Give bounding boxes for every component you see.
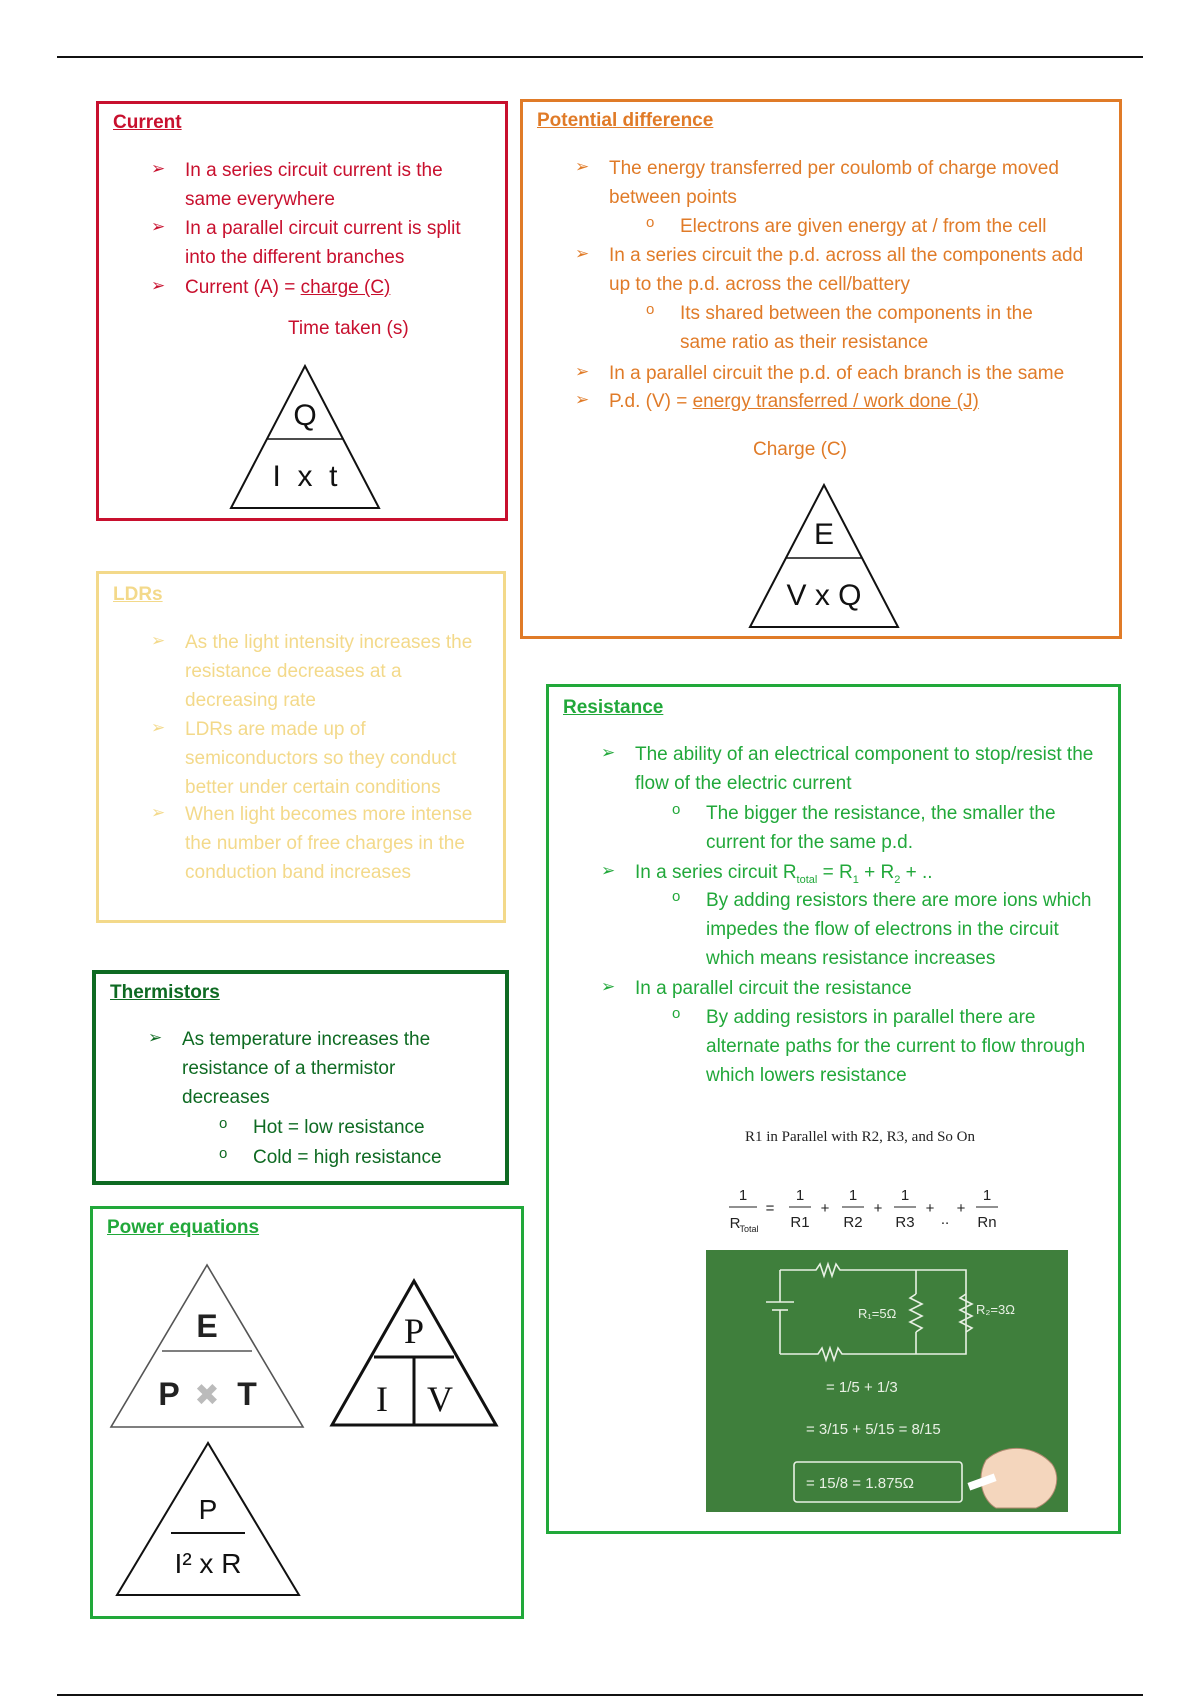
formula-numerator: 1 <box>982 1187 992 1204</box>
circle-bullet-icon: o <box>672 1005 681 1022</box>
top-rule <box>57 56 1143 58</box>
pd-sub-1: Electrons are given energy at / from the cell <box>680 216 1047 237</box>
formula-plus: + <box>820 1200 830 1217</box>
pd-title: Potential difference <box>537 110 714 131</box>
resistance-sub-2: By adding resistors there are more ions which impedes the flow of electrons in the circuit which means resistance increases <box>706 890 1092 969</box>
series-formula-sub: total <box>796 873 818 886</box>
current-formula-numerator: charge (C) <box>300 277 391 298</box>
power-triangle-energy-left: P <box>158 1376 180 1412</box>
arrow-bullet-icon: ➢ <box>601 743 616 762</box>
board-line-1: = 1/5 + 1/3 <box>826 1379 898 1396</box>
circle-bullet-icon: o <box>672 801 681 818</box>
series-formula-text: = R <box>817 862 853 883</box>
formula-r2: R2 <box>843 1214 863 1231</box>
formula-plus: + <box>873 1200 883 1217</box>
power-triangle-piv-left: I <box>376 1379 388 1419</box>
pd-triangle <box>746 481 902 631</box>
parallel-formula-caption: R1 in Parallel with R2, R3, and So On <box>745 1129 975 1145</box>
series-formula-text: In a series circuit R <box>635 862 797 883</box>
series-formula-text: + .. <box>900 862 933 883</box>
board-line-2: = 3/15 + 5/15 = 8/15 <box>806 1421 941 1438</box>
pd-bullet-1: The energy transferred per coulomb of charge moved between points <box>609 158 1059 208</box>
thermistor-bullet-1: As temperature increases the resistance of a thermistor decreases <box>182 1029 431 1108</box>
chalkboard-image <box>706 1250 1068 1512</box>
current-formula-denominator: Time taken (s) <box>288 318 409 339</box>
formula-rtotal-sub: Total <box>739 1224 759 1234</box>
power-triangle-i2r-bottom: I² x R <box>174 1548 242 1579</box>
thermistor-sub-2: Cold = high resistance <box>253 1147 442 1168</box>
current-bullet-1: In a series circuit current is the same everywhere <box>185 160 443 210</box>
arrow-bullet-icon: ➢ <box>151 631 166 650</box>
pd-formula-numerator: energy transferred / work done (J) <box>692 391 979 412</box>
board-r1-label: R₁=5Ω <box>858 1306 897 1321</box>
formula-rtotal: R <box>729 1215 741 1232</box>
series-formula-text: + R <box>858 862 895 883</box>
power-triangle-piv <box>328 1277 500 1429</box>
formula-numerator: 1 <box>848 1187 858 1204</box>
current-box <box>96 101 508 521</box>
resistance-box <box>546 684 1121 1534</box>
arrow-bullet-icon: ➢ <box>601 861 616 880</box>
power-triangle-piv-top: P <box>403 1311 425 1351</box>
arrow-bullet-icon: ➢ <box>575 390 590 409</box>
circle-bullet-icon: o <box>646 214 655 231</box>
arrow-bullet-icon: ➢ <box>601 977 616 996</box>
formula-equals: = <box>765 1200 775 1217</box>
pd-box <box>520 99 1122 639</box>
series-formula-sub: 1 <box>852 873 859 886</box>
pd-formula-prefix: P.d. (V) = <box>609 391 693 412</box>
arrow-bullet-icon: ➢ <box>148 1028 163 1047</box>
pd-bullet-3: In a parallel circuit the p.d. of each branch is the same <box>609 363 1065 384</box>
pd-bullet-4 <box>609 387 1109 416</box>
arrow-bullet-icon: ➢ <box>575 362 590 381</box>
current-triangle-bottom: I x t <box>272 460 338 493</box>
ldr-title: LDRs <box>113 584 163 605</box>
formula-plus: + <box>925 1200 935 1217</box>
multiply-icon: ✖ <box>194 1379 220 1412</box>
thermistor-box <box>92 970 509 1185</box>
thermistor-sub-1: Hot = low resistance <box>253 1117 425 1138</box>
current-triangle-top: Q <box>293 399 317 432</box>
arrow-bullet-icon: ➢ <box>575 244 590 263</box>
pd-triangle-top: E <box>813 518 835 551</box>
ldr-bullet-3: When light becomes more intense the number of free charges in the conduction band increases <box>185 804 473 883</box>
circle-bullet-icon: o <box>672 888 681 905</box>
thermistor-title: Thermistors <box>110 982 220 1003</box>
formula-numerator: 1 <box>900 1187 910 1204</box>
pd-bullet-2: In a series circuit the p.d. across all the components add up to the p.d. across the cell/battery <box>609 245 1084 295</box>
series-formula-sub: 2 <box>894 873 901 886</box>
resistance-sub-3: By adding resistors in parallel there are alternate paths for the current to flow through which lowers resistance <box>706 1007 1086 1086</box>
ldr-box <box>96 571 506 923</box>
formula-plus: + <box>956 1200 966 1217</box>
formula-r3: R3 <box>895 1214 915 1231</box>
power-triangle-energy-top: E <box>196 1308 218 1344</box>
board-line-3: = 15/8 = 1.875Ω <box>806 1475 914 1492</box>
pd-formula-denominator: Charge (C) <box>753 439 847 460</box>
resistance-bullet-3: In a parallel circuit the resistance <box>635 978 912 999</box>
power-box <box>90 1206 524 1619</box>
circle-bullet-icon: o <box>219 1115 228 1132</box>
arrow-bullet-icon: ➢ <box>151 718 166 737</box>
arrow-bullet-icon: ➢ <box>151 217 166 236</box>
formula-numerator: 1 <box>738 1187 748 1204</box>
power-triangle-i2r-top: P <box>198 1494 218 1525</box>
arrow-bullet-icon: ➢ <box>575 157 590 176</box>
arrow-bullet-icon: ➢ <box>151 803 166 822</box>
formula-numerator: 1 <box>795 1187 805 1204</box>
power-triangle-energy <box>107 1261 307 1431</box>
circle-bullet-icon: o <box>219 1145 228 1162</box>
power-triangle-piv-right: V <box>427 1379 453 1419</box>
current-triangle <box>227 362 383 512</box>
formula-dots: .. <box>940 1211 950 1228</box>
current-bullet-3 <box>185 273 495 302</box>
pd-sub-2: Its shared between the components in the same ratio as their resistance <box>680 303 1033 353</box>
current-title: Current <box>113 112 182 133</box>
current-bullet-2: In a parallel circuit current is split into the different branches <box>185 218 461 268</box>
pd-triangle-bottom: V x Q <box>786 579 862 612</box>
current-formula-prefix: Current (A) = <box>185 277 301 298</box>
resistance-title: Resistance <box>563 697 664 718</box>
ldr-bullet-2: LDRs are made up of semiconductors so they conduct better under certain conditions <box>185 719 457 798</box>
arrow-bullet-icon: ➢ <box>151 159 166 178</box>
power-triangle-energy-right: T <box>237 1376 257 1412</box>
circle-bullet-icon: o <box>646 301 655 318</box>
power-title: Power equations <box>107 1217 260 1238</box>
board-r2-label: R₂=3Ω <box>976 1302 1015 1317</box>
ldr-bullet-1: As the light intensity increases the resistance decreases at a decreasing rate <box>185 632 473 711</box>
bottom-rule <box>57 1694 1143 1696</box>
formula-r1: R1 <box>790 1214 810 1231</box>
power-triangle-i2r <box>113 1439 303 1599</box>
arrow-bullet-icon: ➢ <box>151 276 166 295</box>
formula-rn: Rn <box>977 1214 997 1231</box>
resistance-bullet-1: The ability of an electrical component to stop/resist the flow of the electric current <box>635 744 1094 794</box>
resistance-sub-1: The bigger the resistance, the smaller the current for the same p.d. <box>706 803 1056 853</box>
parallel-formula <box>725 1184 1015 1240</box>
